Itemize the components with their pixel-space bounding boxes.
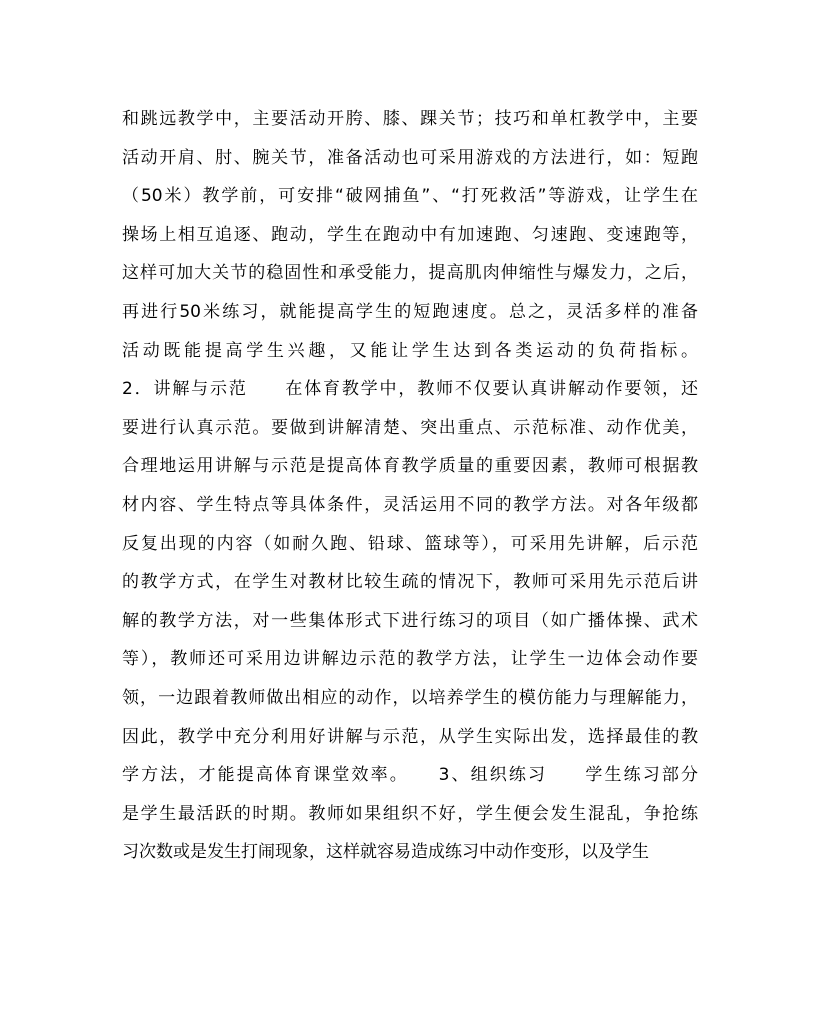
text-line: 活动既能提高学生兴趣，又能让学生达到各类运动的负荷指标。 (122, 340, 698, 361)
text-line: 等），教师还可采用边讲解边示范的教学方法，让学生一边体会动作要 (122, 649, 698, 670)
text-line: 习次数或是发生打闹现象，这样就容易造成练习中动作变形，以及学生 (122, 842, 649, 863)
text-line: 反复出现的内容（如耐久跑、铅球、篮球等），可采用先讲解，后示范 (122, 533, 698, 554)
text-line: 合理地运用讲解与示范是提高体育教学质量的重要因素，教师可根据教 (122, 456, 698, 477)
text-line: 是学生最活跃的时期。教师如果组织不好，学生便会发生混乱，争抢练 (122, 803, 698, 824)
text-line: 活动开肩、肘、腕关节，准备活动也可采用游戏的方法进行，如：短跑 (122, 147, 698, 168)
text-line: 学方法，才能提高体育课堂效率。 3、组织练习 学生练习部分 (122, 765, 698, 786)
body-text (122, 100, 698, 872)
text-line: 操场上相互追逐、跑动，学生在跑动中有加速跑、匀速跑、变速跑等， (122, 224, 698, 245)
text-line: 再进行50米练习，就能提高学生的短跑速度。总之，灵活多样的准备 (122, 301, 698, 322)
text-line: 领，一边跟着教师做出相应的动作，以培养学生的模仿能力与理解能力， (122, 687, 698, 708)
text-line: 和跳远教学中，主要活动开胯、膝、踝关节；技巧和单杠教学中，主要 (122, 109, 698, 129)
text-line: 要进行认真示范。要做到讲解清楚、突出重点、示范标准、动作优美， (122, 417, 698, 438)
text-line: 的教学方式，在学生对教材比较生疏的情况下，教师可采用先示范后讲 (122, 572, 698, 593)
text-line: （50米）教学前，可安排“破网捕鱼”、“打死救活”等游戏，让学生在 (122, 186, 698, 207)
text-line: 2．讲解与示范 在体育教学中，教师不仅要认真讲解动作要领，还 (122, 379, 698, 400)
text-line: 解的教学方法，对一些集体形式下进行练习的项目（如广播体操、武术 (122, 610, 698, 631)
text-line: 材内容、学生特点等具体条件，灵活运用不同的教学方法。对各年级都 (122, 494, 698, 515)
text-line: 这样可加大关节的稳固性和承受能力，提高肌肉伸缩性与爆发力，之后， (122, 263, 698, 284)
text-line: 因此，教学中充分利用好讲解与示范，从学生实际出发，选择最佳的教 (122, 726, 698, 747)
